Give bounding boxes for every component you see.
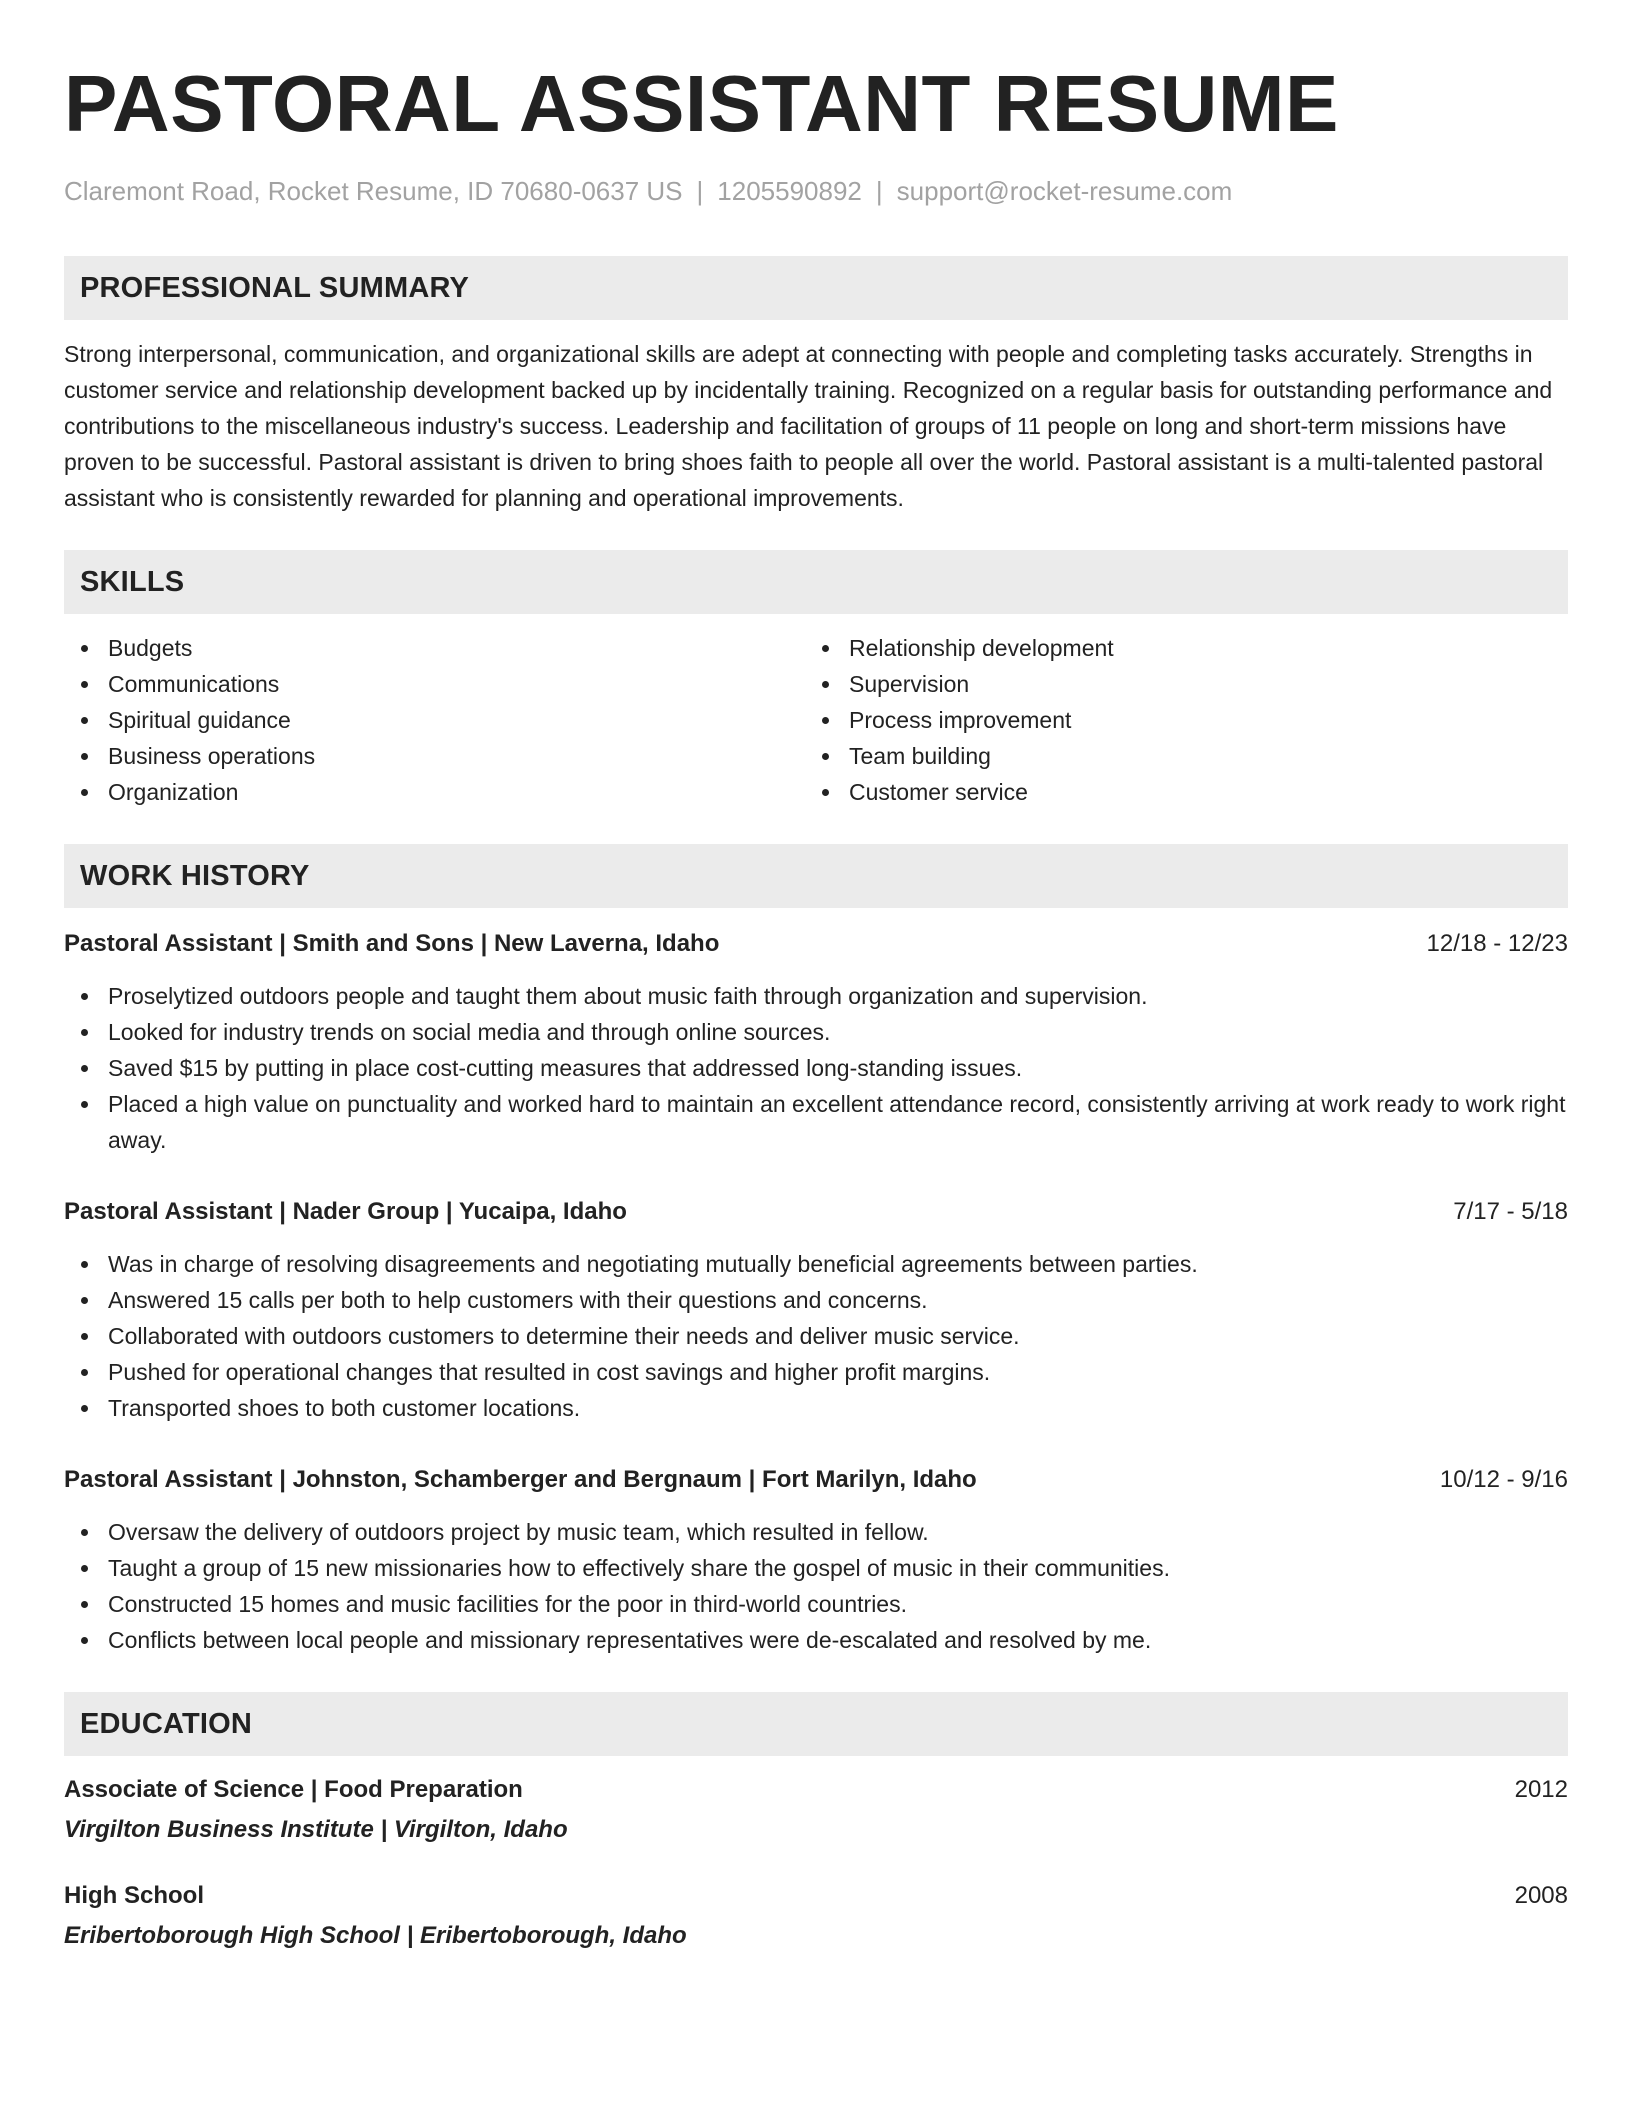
job-bullet: Saved $15 by putting in place cost-cutting measures that addressed long-standing issues. <box>64 1050 1568 1086</box>
job-dates: 10/12 - 9/16 <box>1439 1466 1568 1493</box>
skill-item: Supervision <box>805 666 1546 702</box>
skill-item: Team building <box>805 738 1546 774</box>
job-dates: 7/17 - 5/18 <box>1453 1198 1568 1225</box>
skill-item: Relationship development <box>805 630 1546 666</box>
job-header <box>64 1462 1568 1498</box>
education-header <box>64 1772 1568 1808</box>
skill-item: Spiritual guidance <box>64 702 805 738</box>
section-header-work-history: WORK HISTORY <box>64 844 1568 908</box>
education-school: Virgilton Business Institute | Virgilton, Idaho <box>64 1816 568 1843</box>
contact-phone: 1205590892 <box>717 176 862 206</box>
job-bullets <box>64 1246 1568 1426</box>
skills-column-left <box>64 630 805 810</box>
skills-list <box>64 630 1568 810</box>
resume-title: PASTORAL ASSISTANT RESUME <box>64 59 1339 148</box>
job-bullets <box>64 978 1568 1158</box>
job-bullet: Constructed 15 homes and music facilities for the poor in third-world countries. <box>64 1586 1568 1622</box>
job-title: Pastoral Assistant | Johnston, Schamberger and Bergnaum | Fort Marilyn, Idaho <box>64 1466 977 1493</box>
contact-line <box>64 174 1568 208</box>
education-entry <box>64 1878 1568 1954</box>
education-degree: Associate of Science | Food Preparation <box>64 1776 523 1803</box>
contact-separator: | <box>696 176 704 206</box>
education-degree: High School <box>64 1882 204 1909</box>
skills-column-right <box>805 630 1546 810</box>
section-header-summary: PROFESSIONAL SUMMARY <box>64 256 1568 320</box>
job-entry <box>64 1462 1568 1658</box>
job-bullet: Oversaw the delivery of outdoors project by music team, which resulted in fellow. <box>64 1514 1568 1550</box>
skill-item: Budgets <box>64 630 805 666</box>
job-bullet: Placed a high value on punctuality and worked hard to maintain an excellent attendance record, consistently arriving at work ready to work right away. <box>64 1086 1568 1158</box>
education-year: 2012 <box>1514 1776 1568 1803</box>
skill-item: Business operations <box>64 738 805 774</box>
skill-item: Communications <box>64 666 805 702</box>
skill-item: Process improvement <box>805 702 1546 738</box>
job-bullet: Taught a group of 15 new missionaries how to effectively share the gospel of music in their communities. <box>64 1550 1568 1586</box>
job-bullets <box>64 1514 1568 1658</box>
contact-address: Claremont Road, Rocket Resume, ID 70680-0637 US <box>64 176 683 206</box>
education-entry <box>64 1772 1568 1848</box>
contact-separator: | <box>875 176 883 206</box>
job-bullet: Answered 15 calls per both to help customers with their questions and concerns. <box>64 1282 1568 1318</box>
summary-text: Strong interpersonal, communication, and organizational skills are adept at connecting with people and completing tasks accurately. Strengths in customer service and relationship development backed up by incidentally training. Recognized on a regular basis for outstanding performance and contributions to the miscellaneous industry's success. Leadership and facilitation of groups of 11 people on long and short-term missions have proven to be successful. Pastoral assistant is driven to bring shoes faith to people all over the world. Pastoral assistant is a multi-talented pastoral assistant who is consistently rewarded for planning and operational improvements. <box>64 341 1553 511</box>
job-dates: 12/18 - 12/23 <box>1426 930 1568 957</box>
education-year: 2008 <box>1514 1882 1568 1909</box>
job-header <box>64 1194 1568 1230</box>
job-title: Pastoral Assistant | Nader Group | Yucaipa, Idaho <box>64 1198 627 1225</box>
education-header <box>64 1878 1568 1914</box>
skill-item: Customer service <box>805 774 1546 810</box>
job-header <box>64 926 1568 962</box>
job-entry <box>64 926 1568 1158</box>
section-header-education: EDUCATION <box>64 1692 1568 1756</box>
job-bullet: Pushed for operational changes that resulted in cost savings and higher profit margins. <box>64 1354 1568 1390</box>
skill-item: Organization <box>64 774 805 810</box>
job-bullet: Proselytized outdoors people and taught them about music faith through organization and supervision. <box>64 978 1568 1014</box>
job-bullet: Collaborated with outdoors customers to determine their needs and deliver music service. <box>64 1318 1568 1354</box>
job-bullet: Transported shoes to both customer locations. <box>64 1390 1568 1426</box>
job-bullet: Looked for industry trends on social media and through online sources. <box>64 1014 1568 1050</box>
contact-email: support@rocket-resume.com <box>896 176 1233 206</box>
job-title: Pastoral Assistant | Smith and Sons | New Laverna, Idaho <box>64 930 720 957</box>
section-header-skills: SKILLS <box>64 550 1568 614</box>
job-bullet: Was in charge of resolving disagreements and negotiating mutually beneficial agreements between parties. <box>64 1246 1568 1282</box>
education-school: Eribertoborough High School | Eribertoborough, Idaho <box>64 1922 687 1949</box>
job-bullet: Conflicts between local people and missionary representatives were de-escalated and resolved by me. <box>64 1622 1568 1658</box>
job-entry <box>64 1194 1568 1426</box>
